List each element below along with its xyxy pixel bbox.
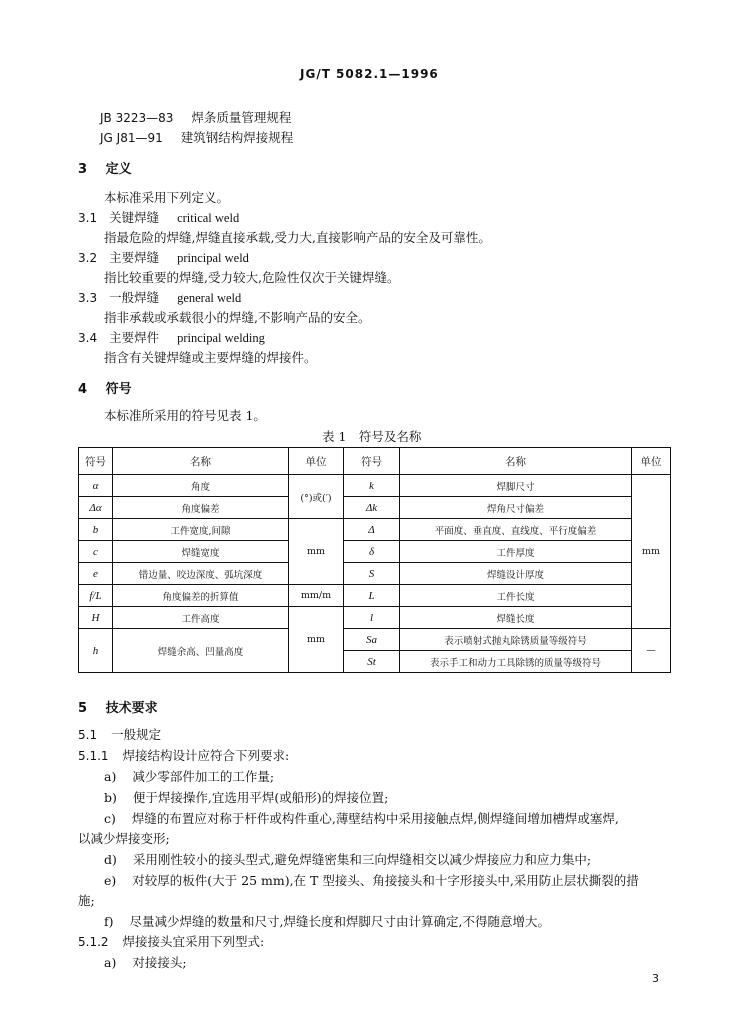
name-cell: 焊角尺寸偏差 — [400, 497, 632, 519]
symbol-cell: Δα — [79, 497, 113, 519]
header-cell: 单位 — [632, 448, 671, 475]
definition-term — [78, 208, 239, 226]
term-english: principal welding — [177, 331, 265, 345]
definition-term — [78, 328, 265, 346]
symbol-cell: S — [344, 563, 400, 585]
list-item-text: 采用刚性较小的接头型式,避免焊缝密集和三向焊缝相交以减少焊接应力和应力集中; — [132, 852, 592, 867]
clause-number: 5.1 — [78, 728, 98, 742]
symbol-cell: H — [79, 607, 113, 629]
name-cell: 焊脚尺寸 — [400, 475, 632, 497]
list-item-text: 对接接头; — [132, 955, 187, 970]
definition-text: 指非承载或承载很小的焊缝,不影响产品的安全。 — [104, 310, 371, 325]
reference-title: 焊条质量管理规程 — [191, 110, 292, 125]
clause-number: 3.4 — [78, 331, 98, 345]
section-number: 4 — [78, 382, 88, 397]
clause-number: 3.3 — [78, 291, 98, 305]
reference-code: JG J81—91 — [100, 131, 163, 145]
name-cell: 表示喷射式抛丸除锈质量等级符号 — [400, 629, 632, 651]
table-row — [79, 519, 671, 541]
list-item — [104, 953, 187, 971]
reference-code: JB 3223—83 — [100, 111, 174, 125]
list-item-label: f) — [104, 914, 114, 929]
reference-title: 建筑钢结构焊接规程 — [180, 130, 294, 145]
clause-number: 5.1.1 — [78, 749, 109, 763]
name-cell: 角度 — [113, 475, 289, 497]
symbol-cell: b — [79, 519, 113, 541]
list-item-text: 对较厚的板件(大于 25 mm),在 T 型接头、角接接头和十字形接头中,采用防止层状撕裂的措 — [132, 873, 639, 888]
symbol-cell: α — [79, 475, 113, 497]
list-item-label: a) — [104, 955, 117, 970]
symbol-cell: h — [79, 629, 113, 673]
unit-cell: mm — [289, 519, 344, 585]
symbol-cell: St — [344, 651, 400, 673]
list-item — [104, 912, 550, 930]
name-cell: 焊缝余高、凹量高度 — [113, 629, 289, 673]
section-heading — [78, 378, 132, 397]
definition-text: 指比较重要的焊缝,受力较大,危险性仅次于关键焊缝。 — [104, 270, 400, 285]
name-cell: 工件高度 — [113, 607, 289, 629]
header-cell: 名称 — [113, 448, 289, 475]
name-cell: 工件厚度 — [400, 541, 632, 563]
section-heading — [78, 697, 158, 716]
name-cell: 焊缝长度 — [400, 607, 632, 629]
clause-heading — [78, 746, 289, 764]
list-item — [104, 850, 591, 868]
list-item — [104, 871, 639, 889]
name-cell: 角度偏差 — [113, 497, 289, 519]
name-cell: 平面度、垂直度、直线度、平行度偏差 — [400, 519, 632, 541]
header-cell: 名称 — [400, 448, 632, 475]
clause-number: 3.1 — [78, 211, 98, 225]
term-chinese: 一般焊缝 — [109, 290, 160, 305]
list-item — [104, 767, 274, 785]
symbol-cell: c — [79, 541, 113, 563]
unit-cell: (°)或(′) — [289, 475, 344, 519]
name-cell: 角度偏差的折算值 — [113, 585, 289, 607]
header-cell: 符号 — [344, 448, 400, 475]
symbol-cell: Δk — [344, 497, 400, 519]
list-item — [104, 809, 619, 827]
term-chinese: 主要焊缝 — [109, 250, 160, 265]
section-number: 5 — [78, 701, 88, 716]
list-item-label: a) — [104, 769, 117, 784]
name-cell: 表示手工和动力工具除锈的质量等级符号 — [400, 651, 632, 673]
section-heading — [78, 158, 132, 177]
header-cell: 单位 — [289, 448, 344, 475]
name-cell: 错边量、咬边深度、弧坑深度 — [113, 563, 289, 585]
definition-text: 指含有关键焊缝或主要焊缝的焊接件。 — [104, 350, 317, 365]
symbol-cell: L — [344, 585, 400, 607]
table-header-row — [79, 448, 671, 475]
page-number: 3 — [652, 972, 659, 985]
symbol-cell: f/L — [79, 585, 113, 607]
list-item-text: 尽量减少焊缝的数量和尺寸,焊缝长度和焊脚尺寸由计算确定,不得随意增大。 — [129, 914, 550, 929]
term-english: general weld — [177, 291, 242, 305]
list-item-text: 便于焊接操作,宜选用平焊(或船形)的焊接位置; — [132, 790, 389, 805]
unit-cell: mm — [632, 475, 671, 629]
definition-text: 指最危险的焊缝,焊缝直接承载,受力大,直接影响产品的安全及可靠性。 — [104, 230, 491, 245]
section-title: 定义 — [105, 162, 132, 177]
table-row — [79, 541, 671, 563]
unit-cell: mm — [289, 607, 344, 673]
list-item-label: c) — [104, 811, 116, 826]
list-item-continuation: 施; — [78, 893, 95, 908]
clause-number: 5.1.2 — [78, 935, 109, 949]
clause-title: 一般规定 — [111, 727, 162, 742]
symbol-cell: Sa — [344, 629, 400, 651]
reference-line — [100, 108, 291, 126]
list-item-continuation: 以减少焊接变形; — [78, 831, 170, 846]
section-title: 符号 — [105, 382, 132, 397]
paragraph: 本标准采用下列定义。 — [104, 190, 230, 205]
symbols-table — [78, 447, 671, 673]
list-item-text: 减少零部件加工的工作量; — [132, 769, 275, 784]
table-row — [79, 563, 671, 585]
header-cell: 符号 — [79, 448, 113, 475]
symbol-cell: Δ — [344, 519, 400, 541]
table-row — [79, 475, 671, 497]
definition-term — [78, 288, 241, 306]
table-row — [79, 497, 671, 519]
symbol-cell: δ — [344, 541, 400, 563]
name-cell: 焊缝设计厚度 — [400, 563, 632, 585]
term-chinese: 主要焊件 — [109, 330, 160, 345]
reference-line — [100, 128, 293, 146]
table-row — [79, 585, 671, 607]
list-item-label: e) — [104, 873, 117, 888]
clause-number: 3.2 — [78, 251, 98, 265]
term-english: critical weld — [177, 211, 240, 225]
name-cell: 焊缝宽度 — [113, 541, 289, 563]
term-english: principal weld — [177, 251, 249, 265]
list-item-text: 焊缝的布置应对称于杆件或构件重心,薄壁结构中采用接触点焊,侧焊缝间增加槽焊或塞焊, — [131, 811, 619, 826]
symbol-cell: l — [344, 607, 400, 629]
definition-term — [78, 248, 249, 266]
table-row — [79, 607, 671, 629]
table-caption: 表 1 符号及名称 — [322, 429, 422, 444]
section-title: 技术要求 — [105, 701, 158, 716]
list-item-label: b) — [104, 790, 117, 805]
name-cell: 工件宽度,间隙 — [113, 519, 289, 541]
clause-heading — [78, 932, 264, 950]
term-chinese: 关键焊缝 — [109, 210, 160, 225]
symbol-cell: e — [79, 563, 113, 585]
section-number: 3 — [78, 162, 88, 177]
document-code-header: JG/T 5082.1—1996 — [300, 67, 439, 81]
clause-title: 焊接结构设计应符合下列要求: — [122, 748, 290, 763]
list-item-label: d) — [104, 852, 117, 867]
name-cell: 工件长度 — [400, 585, 632, 607]
table-row — [79, 629, 671, 651]
symbol-cell: k — [344, 475, 400, 497]
unit-cell: — — [632, 629, 671, 673]
clause-title: 焊接接头宜采用下列型式: — [122, 934, 265, 949]
clause-heading — [78, 725, 161, 743]
list-item — [104, 788, 388, 806]
paragraph: 本标准所采用的符号见表 1。 — [104, 408, 266, 423]
unit-cell: mm/m — [289, 585, 344, 607]
